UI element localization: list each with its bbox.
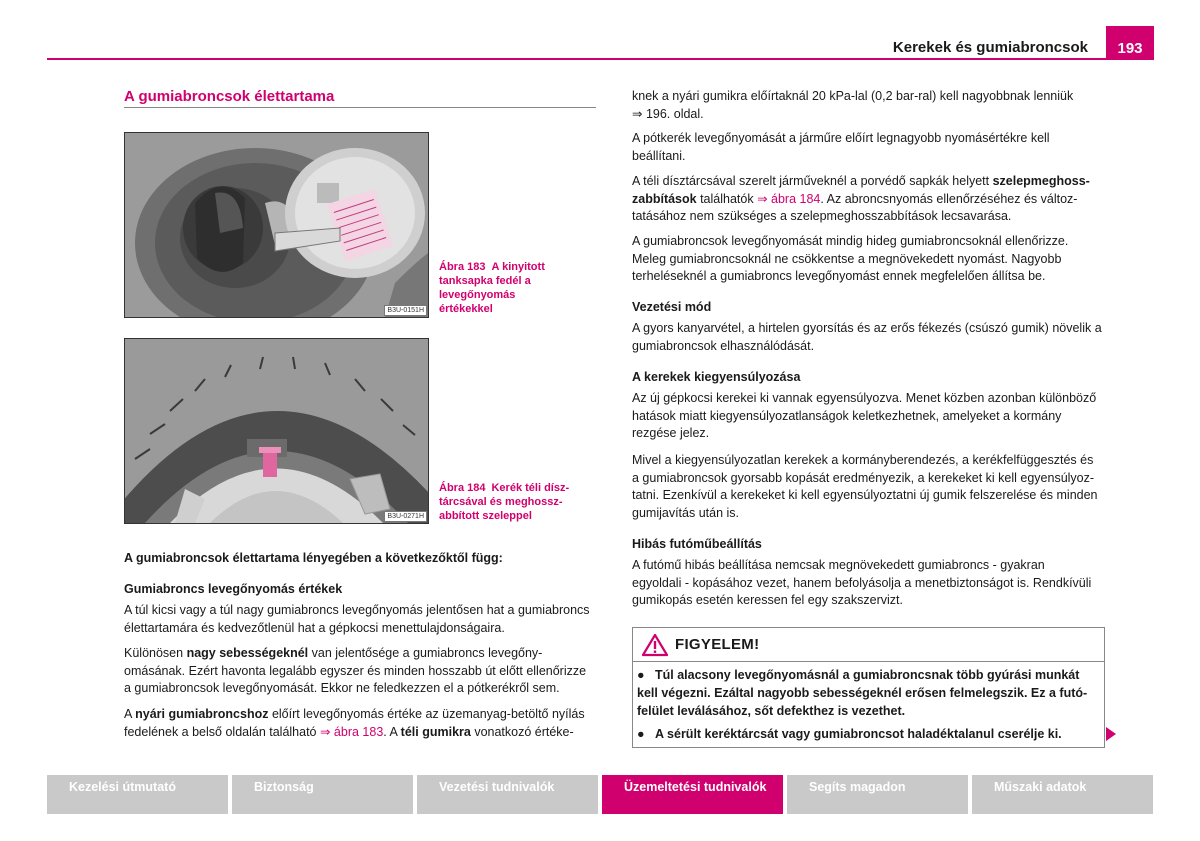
nav-tab-operation-manual[interactable]: Kezelési útmutató xyxy=(47,775,228,814)
text-line: zabbítások találhatók ⇒ ábra 184. Az abroncsnyomás ellenőrzéséhez és változ- xyxy=(632,191,1078,206)
section-rule xyxy=(124,107,596,108)
figure-code: B3U-0151H xyxy=(384,305,427,316)
balancing-heading: A kerekek kiegyensúlyozása xyxy=(632,370,801,384)
balancing-paragraph-2 xyxy=(632,452,1107,522)
text-line: gumikopás esetén keressen fel egy szakszervizt. xyxy=(632,593,903,607)
fuel-cap-illustration xyxy=(125,133,428,317)
section-title: A gumiabroncsok élettartama xyxy=(124,88,335,105)
lead-heading: A gumiabroncsok élettartama lényegében a következőktől függ: xyxy=(124,551,503,565)
driving-paragraph xyxy=(632,320,1107,355)
page-number: 193 xyxy=(1106,26,1154,60)
warning-triangle-icon xyxy=(641,633,669,657)
warning-item: ● A sérült keréktárcsát vagy gumiabroncsot haladéktalanul cserélje ki. xyxy=(637,727,1062,741)
text-line: egyoldali - kopásához vezet, hanem befolyásolja a menetbiztonságot is. Rendkívüli xyxy=(632,575,1092,590)
caption-line: levegőnyomás xyxy=(439,289,516,301)
balancing-paragraph-1 xyxy=(632,390,1107,443)
text-line: Az új gépkocsi kerekei ki vannak egyensúlyozva. Menet közben azonban különböző xyxy=(632,391,1097,405)
figure-reference-link[interactable]: ⇒ ábra 184 xyxy=(757,191,821,206)
figure-code: B3U-0271H xyxy=(384,511,427,522)
pressure-paragraph-3 xyxy=(124,706,604,741)
right-paragraph-4 xyxy=(632,233,1107,286)
text-line: élettartamára és kedvezőtlenül hat a gépkocsi menettulajdonságaira. xyxy=(124,620,505,635)
figure-reference-link[interactable]: ⇒ ábra 183 xyxy=(319,724,384,739)
nav-tab-driving[interactable]: Vezetési tudnivalók xyxy=(417,775,598,814)
figure-184-wheel xyxy=(124,338,429,524)
text-line: A nyári gumiabroncshoz előírt levegőnyomás értéke az üzemanyag-betöltő nyílás xyxy=(124,707,585,721)
right-paragraph-3 xyxy=(632,173,1107,226)
caption-line: értékekkel xyxy=(439,303,493,315)
pressure-heading: Gumiabroncs levegőnyomás értékek xyxy=(124,582,343,596)
text-line: tatásához nem szükséges a szelepmeghosszabbítások lecsavarása. xyxy=(632,209,1012,223)
warning-title: FIGYELEM! xyxy=(675,636,760,653)
text-line: gumijavítás után is. xyxy=(632,505,739,520)
warning-body xyxy=(637,666,1099,748)
caption-line: Kerék téli dísz- xyxy=(491,482,570,494)
text-line: tatni. Ezenkívül a kerekeket ki kell egyensúlyoztatni új gumik felszerelése és minden xyxy=(632,488,1098,502)
nav-tab-operating[interactable]: Üzemeltetési tudnivalók xyxy=(602,775,783,814)
header-rule xyxy=(47,58,1106,60)
pressure-paragraph-2 xyxy=(124,645,604,698)
text-line: terheléseknél a gumiabroncs levegőnyomást ennek megfelelően állítsa be. xyxy=(632,269,1046,283)
text-line: rezgése jelez. xyxy=(632,426,710,440)
bullet-icon: ● xyxy=(637,668,645,682)
warning-header xyxy=(633,628,1104,662)
figure-label: Ábra 183 xyxy=(439,261,486,273)
text-line: A téli dísztárcsával szerelt járműveknél a porvédő sapkák helyett szelepmeghoss- xyxy=(632,174,1090,188)
nav-tab-safety[interactable]: Biztonság xyxy=(232,775,413,814)
text-line: A gyors kanyarvétel, a hirtelen gyorsítás és az erős fékezés (csúszó gumik) növelik a xyxy=(632,321,1102,335)
bullet-icon: ● xyxy=(637,727,645,741)
figure-label: Ábra 184 xyxy=(439,482,486,494)
text-line: knek a nyári gumikra előírtaknál 20 kPa-lal (0,2 bar-ral) kell nagyobbnak lenniük xyxy=(632,89,1074,103)
text-line: Mivel a kiegyensúlyozatlan kerekek a kormányberendezés, a kerékfelfüggesztés és xyxy=(632,453,1094,467)
text-line: hatások miatt kiegyensúlyozatlanságok keletkezhetnek, amelyeket a kormány xyxy=(632,408,1062,423)
text-line: A túl kicsi vagy a túl nagy gumiabroncs levegőnyomás jelentősen hat a gumiabroncs xyxy=(124,603,590,617)
caption-line: tárcsával és meghossz- xyxy=(439,496,563,508)
warning-item: ● Túl alacsony levegőnyomásnál a gumiabroncsnak több gyúrási munkát kell végezni. Ezáltal nagyobb sebességeknél erősen felmelegszik. Ez a futó- felület leválásához, sőt defekthez is vezethet. xyxy=(637,668,1088,718)
wheel-illustration xyxy=(125,339,428,523)
text-line: a gumiabroncsok levegőnyomását. Ekkor ne feledkezzen el a pótkerékről sem. xyxy=(124,681,560,695)
text-line: beállítani. xyxy=(632,148,686,163)
nav-tab-help[interactable]: Segíts magadon xyxy=(787,775,968,814)
figure-184-caption xyxy=(439,481,589,523)
chapter-title: Kerekek és gumiabroncsok xyxy=(892,39,1088,56)
caption-line: A kinyitott xyxy=(491,261,545,273)
right-paragraph-2 xyxy=(632,130,1107,165)
text-line: Meleg gumiabroncsoknál ne csökkentse a megnövekedett nyomást. Nagyobb xyxy=(632,251,1062,266)
nav-tab-technical-data[interactable]: Műszaki adatok xyxy=(972,775,1153,814)
caption-line: tanksapka fedél a xyxy=(439,275,531,287)
right-paragraph-1 xyxy=(632,88,1107,123)
pressure-paragraph-1 xyxy=(124,602,604,637)
text-line: omásának. Ezért havonta legalább egyszer és minden hosszabb út előtt ellenőrizze xyxy=(124,663,587,678)
text-line: A gumiabroncsok levegőnyomását mindig hideg gumiabroncsoknál ellenőrizze. xyxy=(632,234,1069,248)
continue-arrow-icon[interactable] xyxy=(1106,727,1116,741)
text-line: A futómű hibás beállítása nemcsak megnövekedett gumiabroncs - gyakran xyxy=(632,558,1045,572)
text-line: a gumiabroncsok gyorsabb kopását eredményezik, a kerekeket ki kell egyensúlyoz- xyxy=(632,470,1095,485)
alignment-heading: Hibás futóműbeállítás xyxy=(632,537,762,551)
warning-box xyxy=(632,627,1105,748)
figure-183-caption xyxy=(439,260,569,316)
page-reference-link[interactable]: ⇒ 196. oldal. xyxy=(632,106,704,121)
figure-183-fuel-cap xyxy=(124,132,429,318)
text-line: fedelének a belső oldalán található ⇒ ábra 183. A téli gumikra vonatkozó értéke- xyxy=(124,724,574,739)
text-line: Különösen nagy sebességeknél van jelentősége a gumiabroncs levegőny- xyxy=(124,646,543,660)
text-line: gumiabroncsok elhasználódását. xyxy=(632,338,815,353)
alignment-paragraph xyxy=(632,557,1107,610)
text-line: A pótkerék levegőnyomását a járműre előírt legnagyobb nyomásértékre kell xyxy=(632,131,1050,145)
driving-heading: Vezetési mód xyxy=(632,300,712,314)
caption-line: abbított szeleppel xyxy=(439,510,532,522)
